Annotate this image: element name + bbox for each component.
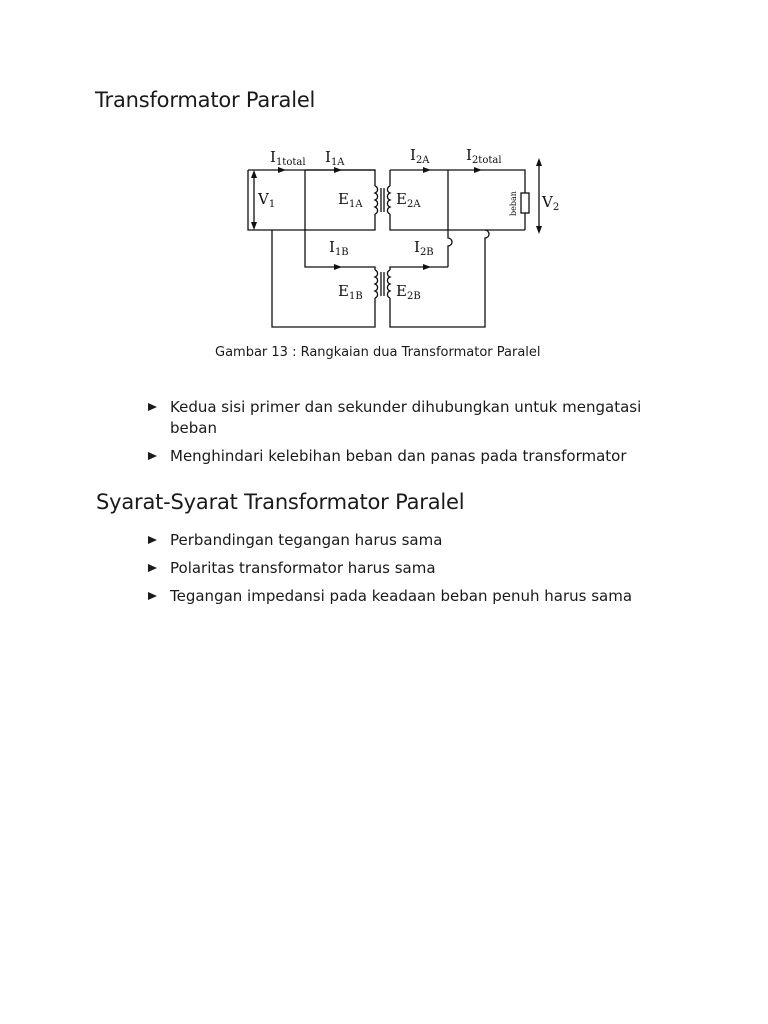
bullet-list-section1 [148, 397, 688, 474]
wire-1a-right-top [305, 170, 375, 186]
list-item [148, 397, 688, 439]
label-i2a: $I_{2A}$ [410, 146, 430, 166]
triangle-bullet-icon [148, 564, 157, 572]
circuit-diagram [230, 140, 560, 340]
load-resistor [521, 193, 529, 213]
v2-arrow-up [536, 158, 542, 166]
coil-e1b [375, 270, 378, 298]
triangle-bullet-icon [148, 403, 157, 411]
label-i2b: $I_{2B}$ [414, 238, 434, 258]
arrow-i2b [423, 264, 431, 270]
v2-arrow-down [536, 226, 542, 234]
list-item-text: Menghindari kelebihan beban dan panas pada transformator [170, 447, 627, 465]
circuit-svg [230, 140, 560, 340]
coil-e1a [375, 186, 378, 214]
wire-2a-left-bottom [390, 214, 525, 230]
arrow-i2total [474, 167, 482, 173]
arrow-i2a [423, 167, 431, 173]
label-e1a: $E_{1A}$ [338, 190, 363, 210]
wire-2b-bottom [390, 230, 489, 327]
label-e2b: $E_{2B}$ [396, 282, 421, 302]
list-item-text: Polaritas transformator harus sama [170, 559, 436, 577]
arrow-i1b [334, 264, 342, 270]
list-item [148, 446, 688, 467]
wire-2b-top [390, 267, 448, 270]
wire-1b-top [372, 267, 375, 270]
label-e2a: $E_{2A}$ [396, 190, 421, 210]
triangle-bullet-icon [148, 592, 157, 600]
wire-v1-left [248, 170, 305, 230]
label-v1: $V_1$ [258, 190, 276, 210]
section-title-syarat: Syarat-Syarat Transformator Paralel [96, 490, 465, 514]
figure-caption: Gambar 13 : Rangkaian dua Transformator Paralel [215, 345, 541, 360]
coil-e2b [387, 270, 390, 298]
list-item-text: Tegangan impedansi pada keadaan beban penuh harus sama [170, 587, 633, 605]
triangle-bullet-icon [148, 452, 157, 460]
label-e1b: $E_{1B}$ [338, 282, 363, 302]
label-load-beban: beban [509, 191, 518, 216]
list-item [148, 558, 688, 579]
coil-e2a [387, 186, 390, 214]
bullet-list-section2 [148, 530, 688, 614]
v1-arrow-up [251, 170, 257, 178]
label-i1total: $I_{1total}$ [270, 148, 306, 168]
wire-1a-right-bottom [305, 214, 375, 230]
label-v2: $V_2$ [542, 193, 560, 213]
section-title-transformator-paralel: Transformator Paralel [95, 88, 316, 112]
triangle-bullet-icon [148, 536, 157, 544]
wire-2b-right [448, 230, 452, 267]
v1-arrow-down [251, 222, 257, 230]
label-i1b: $I_{1B}$ [329, 238, 349, 258]
label-i1a: $I_{1A}$ [325, 148, 345, 168]
list-item-text: Perbandingan tegangan harus sama [170, 531, 443, 549]
list-item [148, 530, 688, 551]
label-i2total: $I_{2total}$ [466, 146, 502, 166]
list-item [148, 586, 688, 607]
wire-1total-down [272, 230, 375, 327]
list-item-text: Kedua sisi primer dan sekunder dihubungkan untuk mengatasi beban [170, 398, 642, 437]
